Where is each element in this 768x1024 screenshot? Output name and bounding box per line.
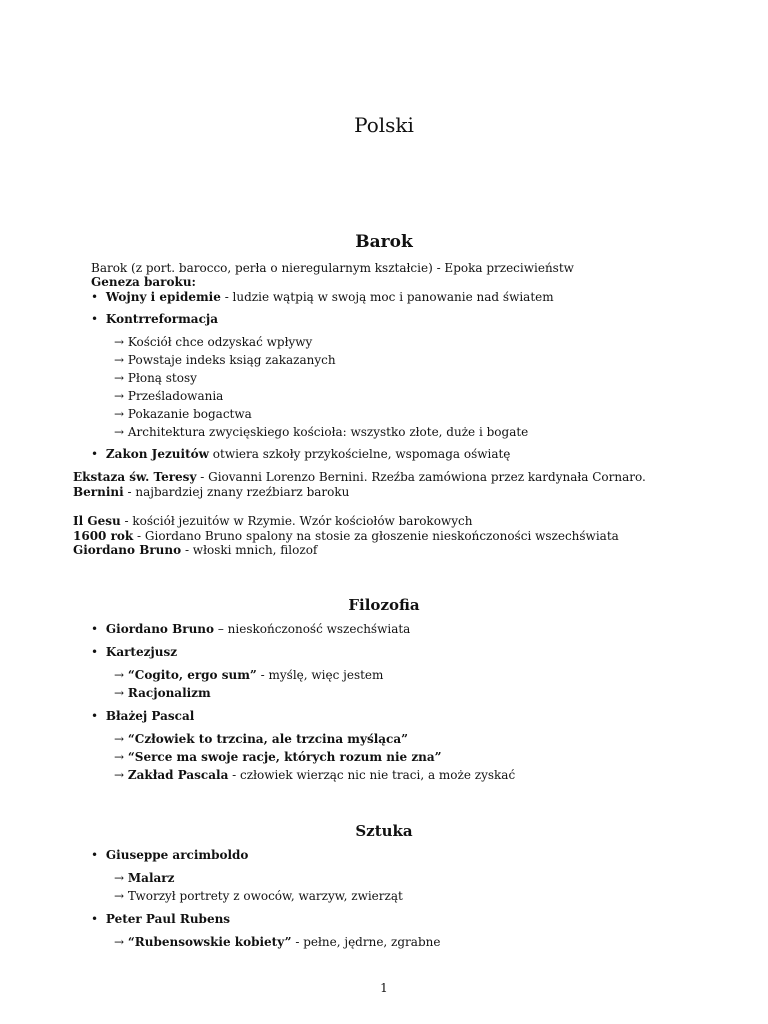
term: Bernini [73,485,124,499]
sub-list-item [114,369,197,387]
sub-item-text: Prześladowania [127,389,224,403]
arrow-icon: → [114,871,125,885]
item-title: Błażej Pascal [105,709,195,723]
bullet-icon: • [91,312,99,326]
bullet-icon: • [91,848,99,862]
arrow-icon: → [114,353,125,367]
arrow-icon: → [114,686,125,700]
item-title: Giuseppe arcimboldo [105,848,249,862]
bullet-icon: • [91,290,99,304]
item-title: Kartezjusz [105,645,178,659]
item-title: Giordano Bruno [105,622,215,636]
bullet-icon: • [91,912,99,926]
arrow-icon: → [114,935,125,949]
item-text: – nieskończoność wszechświata [214,622,411,636]
sub-list-item [114,666,383,684]
item-title: Kontrreformacja [105,312,219,326]
sub-list-item [114,869,174,887]
page-number: 1 [380,981,388,995]
arrow-icon: → [114,335,125,349]
list-item [91,288,554,306]
sub-item-text: - pełne, jędrne, zgrabne [291,935,441,949]
sub-list-item [114,748,442,766]
sub-item-text: Architektura zwycięskiego kościoła: wszystko złote, duże i bogate [127,425,529,439]
definition: - kościół jezuitów w Rzymie. Wzór kościołów barokowych [120,514,473,528]
section-heading-filozofia: Filozofia [348,596,420,614]
sub-list-item [114,887,403,905]
sub-list-item [114,933,440,951]
sub-item-text: - człowiek wierząc nic nie traci, a może zyskać [228,768,516,782]
list-item [91,846,248,864]
sub-item-title: “Człowiek to trzcina, ale trzcina myśląca” [127,732,409,746]
item-text: - ludzie wątpią w swoją moc i panowanie nad światem [220,290,554,304]
arrow-icon: → [114,407,125,421]
bullet-icon: • [91,645,99,659]
definition: - włoski mnich, filozof [181,543,318,557]
definition: - najbardziej znany rzeźbiarz baroku [123,485,350,499]
sub-item-title: “Cogito, ergo sum” [127,668,257,682]
sub-item-text: Płoną stosy [127,371,197,385]
sub-list-item [114,387,223,405]
paragraph-bernini [73,483,349,501]
sub-item-text: Powstaje indeks ksiąg zakazanych [127,353,336,367]
list-item [91,643,177,661]
item-text: otwiera szkoły przykościelne, wspomaga oświatę [208,447,511,461]
item-title: Wojny i epidemie [105,290,221,304]
arrow-icon: → [114,425,125,439]
sub-item-text: Kościół chce odzyskać wpływy [127,335,313,349]
list-item [91,707,194,725]
sub-item-title: “Rubensowskie kobiety” [127,935,292,949]
term: Il Gesu [73,514,121,528]
barok-intro: Barok (z port. barocco, perła o nieregularnym kształcie) - Epoka przeciwieństw [91,261,574,275]
item-title: Zakon Jezuitów [105,447,209,461]
section-heading-barok: Barok [355,232,413,252]
sub-item-text: - myślę, więc jestem [256,668,384,682]
sub-list-item [114,351,336,369]
document-title: Polski [354,113,414,137]
section-heading-sztuka: Sztuka [355,822,413,840]
sub-item-text: Tworzył portrety z owoców, warzyw, zwierząt [127,889,403,903]
sub-item-title: Racjonalizm [127,686,211,700]
sub-list-item [114,730,408,748]
term: Giordano Bruno [73,543,182,557]
term: 1600 rok [73,529,134,543]
list-item [91,620,410,638]
arrow-icon: → [114,389,125,403]
definition: - Giordano Bruno spalony na stosie za głoszenie nieskończoności wszechświata [133,529,619,543]
bullet-icon: • [91,622,99,636]
sub-item-title: “Serce ma swoje racje, których rozum nie zna” [127,750,442,764]
arrow-icon: → [114,768,125,782]
paragraph-giordano-bruno [73,541,317,559]
sub-item-text: Pokazanie bogactwa [127,407,252,421]
arrow-icon: → [114,668,125,682]
arrow-icon: → [114,889,125,903]
geneza-label: Geneza baroku: [91,275,196,289]
sub-item-title: Zakład Pascala [127,768,229,782]
bullet-icon: • [91,447,99,461]
sub-item-title: Malarz [127,871,175,885]
sub-list-item [114,684,211,702]
definition: - Giovanni Lorenzo Bernini. Rzeźba zamówiona przez kardynała Cornaro. [196,470,646,484]
term: Ekstaza św. Teresy [73,470,197,484]
bullet-icon: • [91,709,99,723]
arrow-icon: → [114,732,125,746]
list-item [91,910,230,928]
sub-list-item [114,423,528,441]
sub-list-item [114,333,312,351]
sub-list-item [114,766,515,784]
list-item [91,445,510,463]
arrow-icon: → [114,371,125,385]
sub-list-item [114,405,252,423]
arrow-icon: → [114,750,125,764]
item-title: Peter Paul Rubens [105,912,231,926]
list-item [91,310,218,328]
